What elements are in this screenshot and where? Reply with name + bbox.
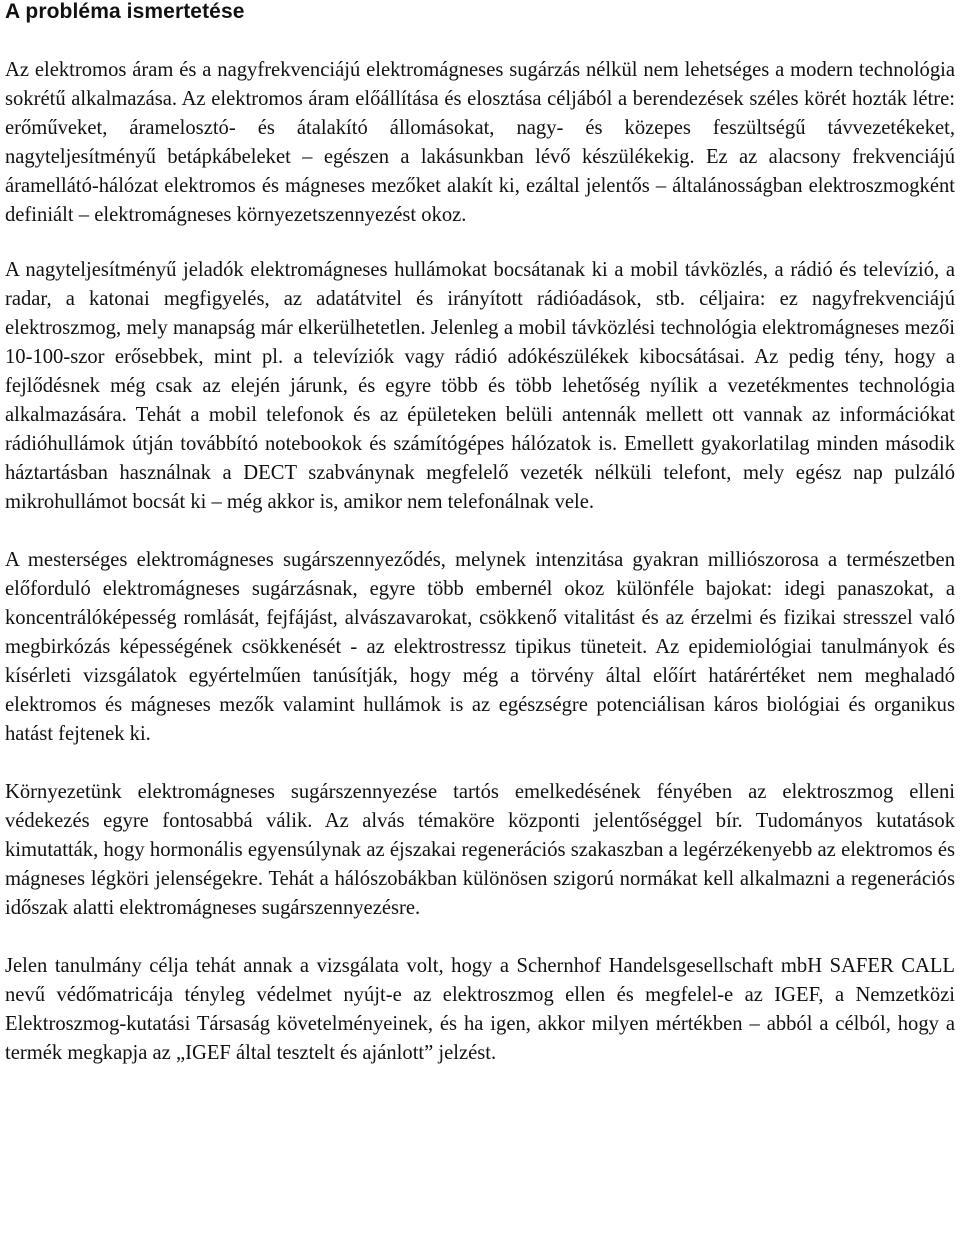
paragraph-health-effects: A mesterséges elektromágneses sugárszennyeződés, melynek intenzitása gyakran milliószorosa a természetben előforduló elektromágneses sugárzásnak, egyre több embernél okoz különféle bajokat: idegi panaszokat, a koncentrálóképesség romlását, fejfájást, alvászavarokat, csökkenő vitalitást és az érzelmi és fizikai stresszel való megbirkózás képességének csökkenését - az elektrostressz tipikus tüneteit. Az epidemiológiai tanulmányok és kísérleti vizsgálatok egyértelműen tanúsítják, hogy még a törvény által előírt határértéket nem meghaladó elektromos és mágneses mezők valamint hullámok is az egészségre potenciálisan káros biológiai és organikus hatást fejtenek ki. — [5, 549, 955, 745]
paragraph-study-goal: Jelen tanulmány célja tehát annak a vizsgálata volt, hogy a Schernhof Handelsgesellschaft mbH SAFER CALL nevű védőmatricája tényleg védelmet nyújt-e az elektroszmog ellen és megfelel-e az IGEF, a Nemzetközi Elektroszmog-kutatási Társaság követelményeinek, és ha igen, akkor milyen mértékben – abból a célból, hogy a termék megkapja az „IGEF által tesztelt és ajánlott” jelzést. — [5, 955, 955, 1064]
section-heading: A probléma ismertetése — [5, 0, 245, 23]
document-page — [5, 0, 955, 1068]
paragraph-transmitters: A nagyteljesítményű jeladók elektromágneses hullámokat bocsátanak ki a mobil távközlés, a rádió és televízió, a radar, a katonai megfigyelés, az adatátvitel és irányított rádióadások, stb. céljaira: ez nagyfrekvenciájú elektroszmog, mely manapság már elkerülhetetlen. Jelenleg a mobil távközlési technológia elektromágneses mezői 10-100-szor erősebbek, mint pl. a televíziók vagy rádió adókészülékek kibocsátásai. Az pedig tény, hogy a fejlődésnek még csak az elején járunk, és egyre több és több lehetőség nyílik a vezetékmentes technológia alkalmazására. Tehát a mobil telefonok és az épületeken belüli antennák mellett ott vannak az információkat rádióhullámok útján továbbító notebookok és számítógépes hálózatok is. Emellett gyakorlatilag minden második háztartásban használnak a DECT szabványnak megfelelő vezeték nélküli telefont, mely egész nap pulzáló mikrohullámot bocsát ki – még akkor is, amikor nem telefonálnak vele. — [5, 259, 955, 513]
paragraph-sleep: Környezetünk elektromágneses sugárszennyezése tartós emelkedésének fényében az elektroszmog elleni védekezés egyre fontosabbá válik. Az alvás témaköre központi jelentőséggel bír. Tudományos kutatások kimutatták, hogy hormonális egyensúlynak az éjszakai regenerációs szakaszban a legérzékenyebb az elektromos és mágneses légköri jelenségekre. Tehát a hálószobákban különösen szigorú normákat kell alkalmazni a regenerációs időszak alatti elektromágneses sugárszennyezésre. — [5, 781, 955, 919]
paragraph-intro: Az elektromos áram és a nagyfrekvenciájú elektromágneses sugárzás nélkül nem lehetséges a modern technológia sokrétű alkalmazása. Az elektromos áram előállítása és elosztása céljából a berendezések széles körét hozták létre: erőműveket, áramelosztó- és átalakító állomásokat, nagy- és közepes feszültségű távvezetékeket, nagyteljesítményű betápkábeleket – egészen a lakásunkban lévő készülékekig. Ez az alacsony frekvenciájú áramellátó-hálózat elektromos és mágneses mezőket alakít ki, ezáltal jelentős – általánosságban elektroszmogként definiált – elektromágneses környezetszennyezést okoz. — [5, 59, 955, 226]
